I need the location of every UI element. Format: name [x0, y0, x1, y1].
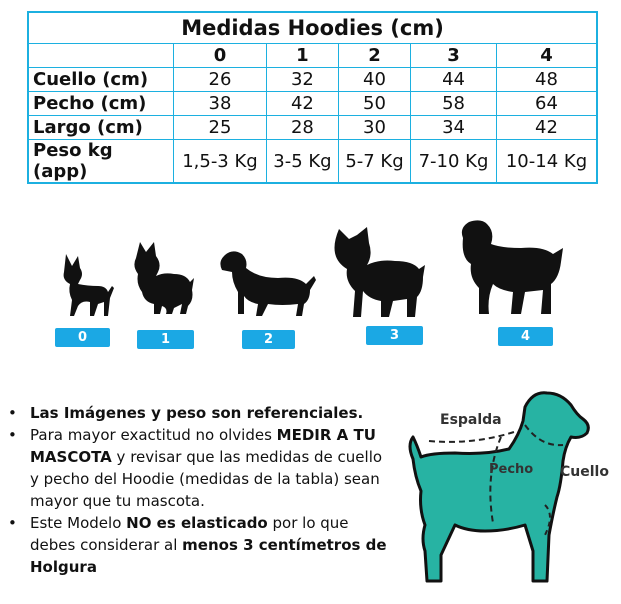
size-badge-3: 3 — [366, 326, 423, 345]
table-cell: 25 — [174, 116, 267, 140]
empty-header-cell — [28, 44, 174, 68]
row-label: Cuello (cm) — [28, 68, 174, 92]
note-text: por lo que debes considerar al — [30, 514, 349, 554]
table-cell: 44 — [411, 68, 497, 92]
table-row — [28, 116, 597, 140]
table-cell: 42 — [266, 92, 338, 116]
table-cell: 64 — [497, 92, 598, 116]
espalda-label: Espalda — [440, 412, 502, 428]
table-row — [28, 68, 597, 92]
table-cell: 3-5 Kg — [266, 140, 338, 184]
row-label: Pecho (cm) — [28, 92, 174, 116]
table-cell: 38 — [174, 92, 267, 116]
table-cell: 34 — [411, 116, 497, 140]
size-badge-4: 4 — [498, 327, 553, 346]
list-item — [8, 512, 388, 578]
table-row — [28, 92, 597, 116]
yorkshire-icon — [132, 238, 196, 316]
note-emphasis: menos 3 centímetros de Holgura — [30, 536, 387, 576]
note-text: y revisar que las medidas de cuello y pecho del Hoodie (medidas de la tabla) sean mayor que tu mascota. — [30, 448, 383, 510]
size-header: 3 — [411, 44, 497, 68]
bullet-icon: • — [8, 426, 17, 444]
table-cell: 58 — [411, 92, 497, 116]
list-item — [8, 424, 388, 512]
note-text: Para mayor exactitud no olvides — [30, 426, 277, 444]
pecho-label: Pecho — [489, 462, 534, 477]
table-cell: 42 — [497, 116, 598, 140]
table-title: Medidas Hoodies (cm) — [28, 12, 597, 44]
table-cell: 48 — [497, 68, 598, 92]
size-header: 4 — [497, 44, 598, 68]
note-text: Las Imágenes y peso son referenciales. — [30, 404, 364, 422]
cuello-label: Cuello — [560, 464, 609, 480]
table-cell: 28 — [266, 116, 338, 140]
note-emphasis: NO es elasticado — [126, 514, 268, 532]
size-badge-1: 1 — [137, 330, 194, 349]
size-header: 0 — [174, 44, 267, 68]
chihuahua-icon — [58, 250, 116, 318]
table-row — [28, 140, 597, 184]
table-cell: 30 — [338, 116, 410, 140]
french-bulldog-icon — [333, 225, 427, 319]
bullet-icon: • — [8, 404, 17, 422]
table-cell: 32 — [266, 68, 338, 92]
size-badge-0: 0 — [55, 328, 110, 347]
list-item — [8, 402, 388, 424]
bullet-icon: • — [8, 514, 17, 532]
row-label: Peso kg (app) — [28, 140, 174, 184]
table-cell: 50 — [338, 92, 410, 116]
size-header: 2 — [338, 44, 410, 68]
note-text: Este Modelo — [30, 514, 127, 532]
table-cell: 26 — [174, 68, 267, 92]
size-badge-2: 2 — [242, 330, 295, 349]
notes-list — [8, 402, 388, 578]
table-cell: 7-10 Kg — [411, 140, 497, 184]
table-cell: 1,5-3 Kg — [174, 140, 267, 184]
note-emphasis: MEDIR A TU MASCOTA — [30, 426, 376, 466]
row-label: Largo (cm) — [28, 116, 174, 140]
size-header: 1 — [266, 44, 338, 68]
dachshund-icon — [218, 248, 318, 320]
spaniel-icon — [455, 218, 565, 318]
table-cell: 5-7 Kg — [338, 140, 410, 184]
size-table — [27, 11, 598, 184]
table-cell: 10-14 Kg — [497, 140, 598, 184]
size-header-row — [28, 44, 597, 68]
espalda-line — [429, 431, 517, 442]
table-cell: 40 — [338, 68, 410, 92]
